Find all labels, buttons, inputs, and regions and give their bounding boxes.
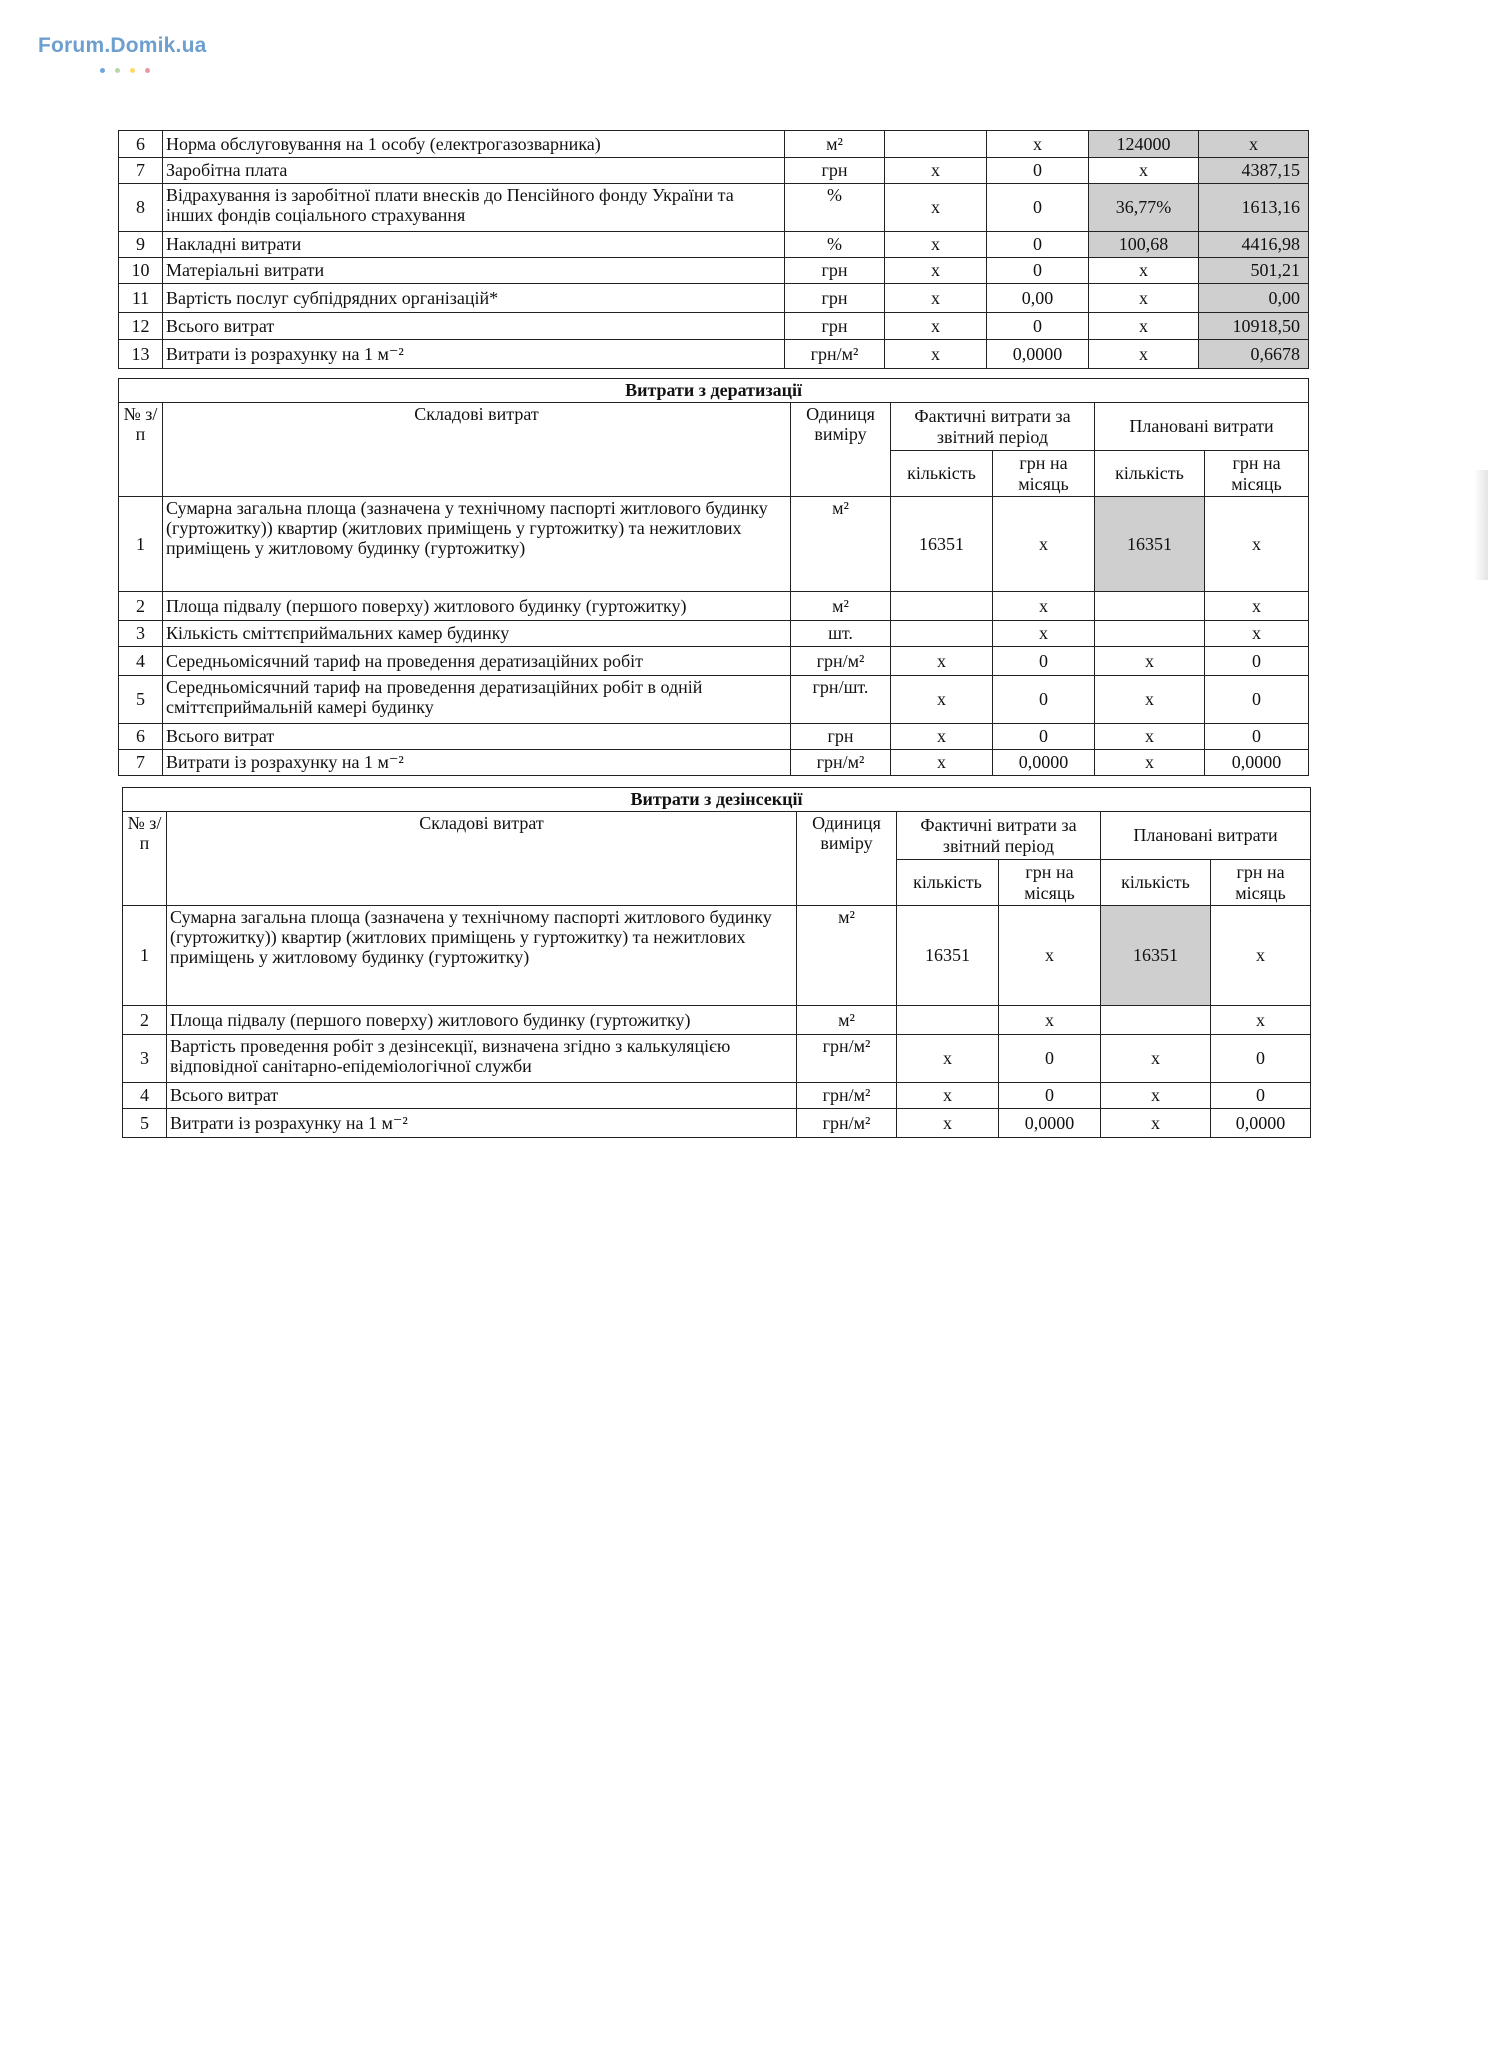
fact-uah-month: 0 — [993, 724, 1095, 750]
fact-quantity: х — [885, 284, 987, 313]
unit-cell: м² — [791, 497, 891, 592]
cost-item-name: Сумарна загальна площа (зазначена у технічному паспорті житлового будинку (гуртожитку)) квартир (житлових приміщень у гуртожитку) та нежитлових приміщень у житловому будинку (гуртожитку) — [167, 906, 797, 1006]
fact-uah-month: 0 — [999, 1083, 1101, 1109]
row-number: 7 — [119, 750, 163, 776]
cost-item-name: Витрати із розрахунку на 1 м⁻² — [163, 750, 791, 776]
table-row — [119, 131, 1309, 158]
plan-quantity — [1095, 621, 1205, 647]
plan-uah-month: х — [1199, 131, 1309, 158]
fact-uah-month: х — [999, 906, 1101, 1006]
table-row — [119, 232, 1309, 258]
subheader-fact-quantity: кількість — [891, 451, 993, 497]
subheader-plan-uah-month: грн на місяць — [1211, 860, 1311, 906]
row-number: 11 — [119, 284, 163, 313]
plan-uah-month: 10918,50 — [1199, 313, 1309, 340]
row-number: 9 — [119, 232, 163, 258]
fact-quantity: х — [885, 258, 987, 284]
section-title: Витрати з дезінсекції — [123, 788, 1311, 812]
row-number: 4 — [123, 1083, 167, 1109]
fact-uah-month: 0,0000 — [993, 750, 1095, 776]
table-row — [123, 1006, 1311, 1035]
plan-uah-month: 0 — [1205, 676, 1309, 724]
row-number: 8 — [119, 184, 163, 232]
cost-item-name: Кількість сміттєприймальних камер будинку — [163, 621, 791, 647]
fact-uah-month: х — [999, 1006, 1101, 1035]
cost-item-name: Накладні витрати — [163, 232, 785, 258]
fact-quantity: х — [885, 313, 987, 340]
plan-uah-month: 4387,15 — [1199, 158, 1309, 184]
disinsection-table — [122, 787, 1311, 1138]
cost-item-name: Відрахування із заробітної плати внесків до Пенсійного фонду України та інших фондів соціального страхування — [163, 184, 785, 232]
plan-uah-month: х — [1205, 592, 1309, 621]
fact-uah-month: х — [993, 592, 1095, 621]
plan-quantity: х — [1095, 647, 1205, 676]
cost-item-name: Всього витрат — [163, 313, 785, 340]
row-number: 6 — [119, 724, 163, 750]
header-row — [123, 812, 1311, 860]
unit-cell: % — [785, 232, 885, 258]
unit-cell: м² — [785, 131, 885, 158]
subheader-plan-uah-month: грн на місяць — [1205, 451, 1309, 497]
fact-quantity: х — [897, 1109, 999, 1138]
deratization-table — [118, 378, 1309, 776]
fact-uah-month: 0 — [987, 313, 1089, 340]
row-number: 10 — [119, 258, 163, 284]
plan-quantity: х — [1089, 340, 1199, 369]
fact-quantity: х — [891, 724, 993, 750]
plan-uah-month: 1613,16 — [1199, 184, 1309, 232]
table-row — [119, 724, 1309, 750]
fact-uah-month: х — [993, 497, 1095, 592]
plan-quantity: х — [1095, 676, 1205, 724]
watermark-dot — [100, 68, 105, 73]
plan-quantity: х — [1101, 1083, 1211, 1109]
header-unit: Одиниця виміру — [791, 403, 891, 497]
fact-uah-month: 0,0000 — [987, 340, 1089, 369]
cost-item-name: Площа підвалу (першого поверху) житлового будинку (гуртожитку) — [167, 1006, 797, 1035]
table-row — [119, 621, 1309, 647]
plan-uah-month: х — [1211, 1006, 1311, 1035]
cost-item-name: Матеріальні витрати — [163, 258, 785, 284]
unit-cell: грн — [785, 284, 885, 313]
watermark-logo: Forum.Domik.ua — [38, 34, 207, 57]
table-row — [119, 750, 1309, 776]
header-cost-components: Складові витрат — [167, 812, 797, 906]
row-number: 1 — [119, 497, 163, 592]
subheader-fact-uah-month: грн на місяць — [999, 860, 1101, 906]
header-actual-costs: Фактичні витрати за звітний період — [891, 403, 1095, 451]
table-row — [123, 1035, 1311, 1083]
plan-quantity: х — [1089, 284, 1199, 313]
cost-item-name: Площа підвалу (першого поверху) житлового будинку (гуртожитку) — [163, 592, 791, 621]
unit-cell: шт. — [791, 621, 891, 647]
row-number: 13 — [119, 340, 163, 369]
header-planned-costs: Плановані витрати — [1101, 812, 1311, 860]
plan-quantity: х — [1095, 750, 1205, 776]
header-number: № з/п — [119, 403, 163, 497]
table-row — [119, 592, 1309, 621]
fact-quantity: х — [897, 1035, 999, 1083]
fact-quantity — [891, 592, 993, 621]
unit-cell: грн — [785, 258, 885, 284]
plan-quantity: 124000 — [1089, 131, 1199, 158]
header-cost-components: Складові витрат — [163, 403, 791, 497]
fact-uah-month: х — [987, 131, 1089, 158]
unit-cell: м² — [791, 592, 891, 621]
header-row — [119, 403, 1309, 451]
fact-uah-month: 0 — [993, 676, 1095, 724]
cost-item-name: Витрати із розрахунку на 1 м⁻² — [163, 340, 785, 369]
table-row — [119, 313, 1309, 340]
fact-quantity — [897, 1006, 999, 1035]
row-number: 7 — [119, 158, 163, 184]
row-number: 3 — [119, 621, 163, 647]
plan-uah-month: 0,00 — [1199, 284, 1309, 313]
cost-item-name: Вартість послуг субпідрядних організацій* — [163, 284, 785, 313]
table-row — [123, 1083, 1311, 1109]
watermark-dots — [100, 60, 160, 78]
table-row — [123, 1109, 1311, 1138]
unit-cell: грн — [791, 724, 891, 750]
header-unit: Одиниця виміру — [797, 812, 897, 906]
plan-quantity: 16351 — [1101, 906, 1211, 1006]
unit-cell: грн — [785, 158, 885, 184]
unit-cell: грн/м² — [797, 1109, 897, 1138]
fact-quantity — [891, 621, 993, 647]
plan-quantity: 16351 — [1095, 497, 1205, 592]
plan-quantity: х — [1095, 724, 1205, 750]
plan-uah-month: 4416,98 — [1199, 232, 1309, 258]
fact-uah-month: 0 — [999, 1035, 1101, 1083]
fact-quantity: х — [885, 340, 987, 369]
plan-uah-month: 501,21 — [1199, 258, 1309, 284]
plan-quantity: 36,77% — [1089, 184, 1199, 232]
table-row — [119, 647, 1309, 676]
subheader-fact-uah-month: грн на місяць — [993, 451, 1095, 497]
fact-uah-month: х — [993, 621, 1095, 647]
fact-quantity: х — [891, 750, 993, 776]
cost-item-name: Заробітна плата — [163, 158, 785, 184]
plan-uah-month: 0 — [1211, 1083, 1311, 1109]
table-row — [119, 284, 1309, 313]
row-number: 12 — [119, 313, 163, 340]
fact-uah-month: 0 — [987, 232, 1089, 258]
fact-quantity — [885, 131, 987, 158]
cost-item-name: Витрати із розрахунку на 1 м⁻² — [167, 1109, 797, 1138]
cost-item-name: Сумарна загальна площа (зазначена у технічному паспорті житлового будинку (гуртожитку)) квартир (житлових приміщень у гуртожитку) та нежитлових приміщень у житловому будинку (гуртожитку) — [163, 497, 791, 592]
subheader-plan-quantity: кількість — [1095, 451, 1205, 497]
table-row — [123, 906, 1311, 1006]
fact-uah-month: 0 — [987, 158, 1089, 184]
row-number: 6 — [119, 131, 163, 158]
table-row — [119, 497, 1309, 592]
row-number: 4 — [119, 647, 163, 676]
unit-cell: % — [785, 184, 885, 232]
subheader-fact-quantity: кількість — [897, 860, 999, 906]
header-actual-costs: Фактичні витрати за звітний період — [897, 812, 1101, 860]
header-planned-costs: Плановані витрати — [1095, 403, 1309, 451]
plan-uah-month: 0,0000 — [1211, 1109, 1311, 1138]
row-number: 5 — [119, 676, 163, 724]
plan-uah-month: 0 — [1205, 647, 1309, 676]
unit-cell: грн/м² — [797, 1083, 897, 1109]
fact-quantity: 16351 — [891, 497, 993, 592]
table-row — [119, 184, 1309, 232]
unit-cell: грн/м² — [791, 647, 891, 676]
row-number: 5 — [123, 1109, 167, 1138]
fact-uah-month: 0 — [993, 647, 1095, 676]
section-title-row — [123, 788, 1311, 812]
fact-quantity: х — [885, 158, 987, 184]
section-title-row — [119, 379, 1309, 403]
fact-uah-month: 0,00 — [987, 284, 1089, 313]
unit-cell: грн/шт. — [791, 676, 891, 724]
row-number: 3 — [123, 1035, 167, 1083]
section-title: Витрати з дератизації — [119, 379, 1309, 403]
watermark-dot — [145, 68, 150, 73]
plan-uah-month: х — [1211, 906, 1311, 1006]
scan-edge — [1474, 470, 1488, 580]
plan-quantity: 100,68 — [1089, 232, 1199, 258]
table-row — [119, 158, 1309, 184]
unit-cell: м² — [797, 906, 897, 1006]
fact-uah-month: 0 — [987, 258, 1089, 284]
plan-quantity — [1101, 1006, 1211, 1035]
table-row — [119, 340, 1309, 369]
plan-quantity: х — [1089, 158, 1199, 184]
plan-uah-month: х — [1205, 621, 1309, 647]
plan-uah-month: 0 — [1211, 1035, 1311, 1083]
fact-quantity: х — [891, 676, 993, 724]
row-number: 2 — [119, 592, 163, 621]
subheader-plan-quantity: кількість — [1101, 860, 1211, 906]
plan-quantity: х — [1101, 1109, 1211, 1138]
unit-cell: грн/м² — [785, 340, 885, 369]
plan-quantity: х — [1089, 258, 1199, 284]
plan-uah-month: 0,6678 — [1199, 340, 1309, 369]
plan-quantity: х — [1101, 1035, 1211, 1083]
plan-quantity — [1095, 592, 1205, 621]
unit-cell: м² — [797, 1006, 897, 1035]
cost-item-name: Середньомісячний тариф на проведення дератизаційних робіт в одній сміттєприймальній камері будинку — [163, 676, 791, 724]
cost-item-name: Всього витрат — [167, 1083, 797, 1109]
fact-quantity: х — [885, 184, 987, 232]
plan-uah-month: 0,0000 — [1205, 750, 1309, 776]
fact-uah-month: 0,0000 — [999, 1109, 1101, 1138]
unit-cell: грн/м² — [791, 750, 891, 776]
table-row — [119, 676, 1309, 724]
plan-uah-month: 0 — [1205, 724, 1309, 750]
watermark-dot — [130, 68, 135, 73]
table-row — [119, 258, 1309, 284]
plan-uah-month: х — [1205, 497, 1309, 592]
plan-quantity: х — [1089, 313, 1199, 340]
fact-quantity: х — [891, 647, 993, 676]
cost-item-name: Норма обслуговування на 1 особу (електрогазозварника) — [163, 131, 785, 158]
unit-cell: грн — [785, 313, 885, 340]
fact-quantity: х — [897, 1083, 999, 1109]
row-number: 1 — [123, 906, 167, 1006]
unit-cell: грн/м² — [797, 1035, 897, 1083]
cost-item-name: Всього витрат — [163, 724, 791, 750]
fact-uah-month: 0 — [987, 184, 1089, 232]
row-number: 2 — [123, 1006, 167, 1035]
watermark-dot — [115, 68, 120, 73]
header-number: № з/п — [123, 812, 167, 906]
cost-table-part1 — [118, 130, 1309, 369]
cost-item-name: Середньомісячний тариф на проведення дератизаційних робіт — [163, 647, 791, 676]
cost-item-name: Вартість проведення робіт з дезінсекції, визначена згідно з калькуляцією відповідної санітарно-епідеміологічної служби — [167, 1035, 797, 1083]
fact-quantity: х — [885, 232, 987, 258]
fact-quantity: 16351 — [897, 906, 999, 1006]
